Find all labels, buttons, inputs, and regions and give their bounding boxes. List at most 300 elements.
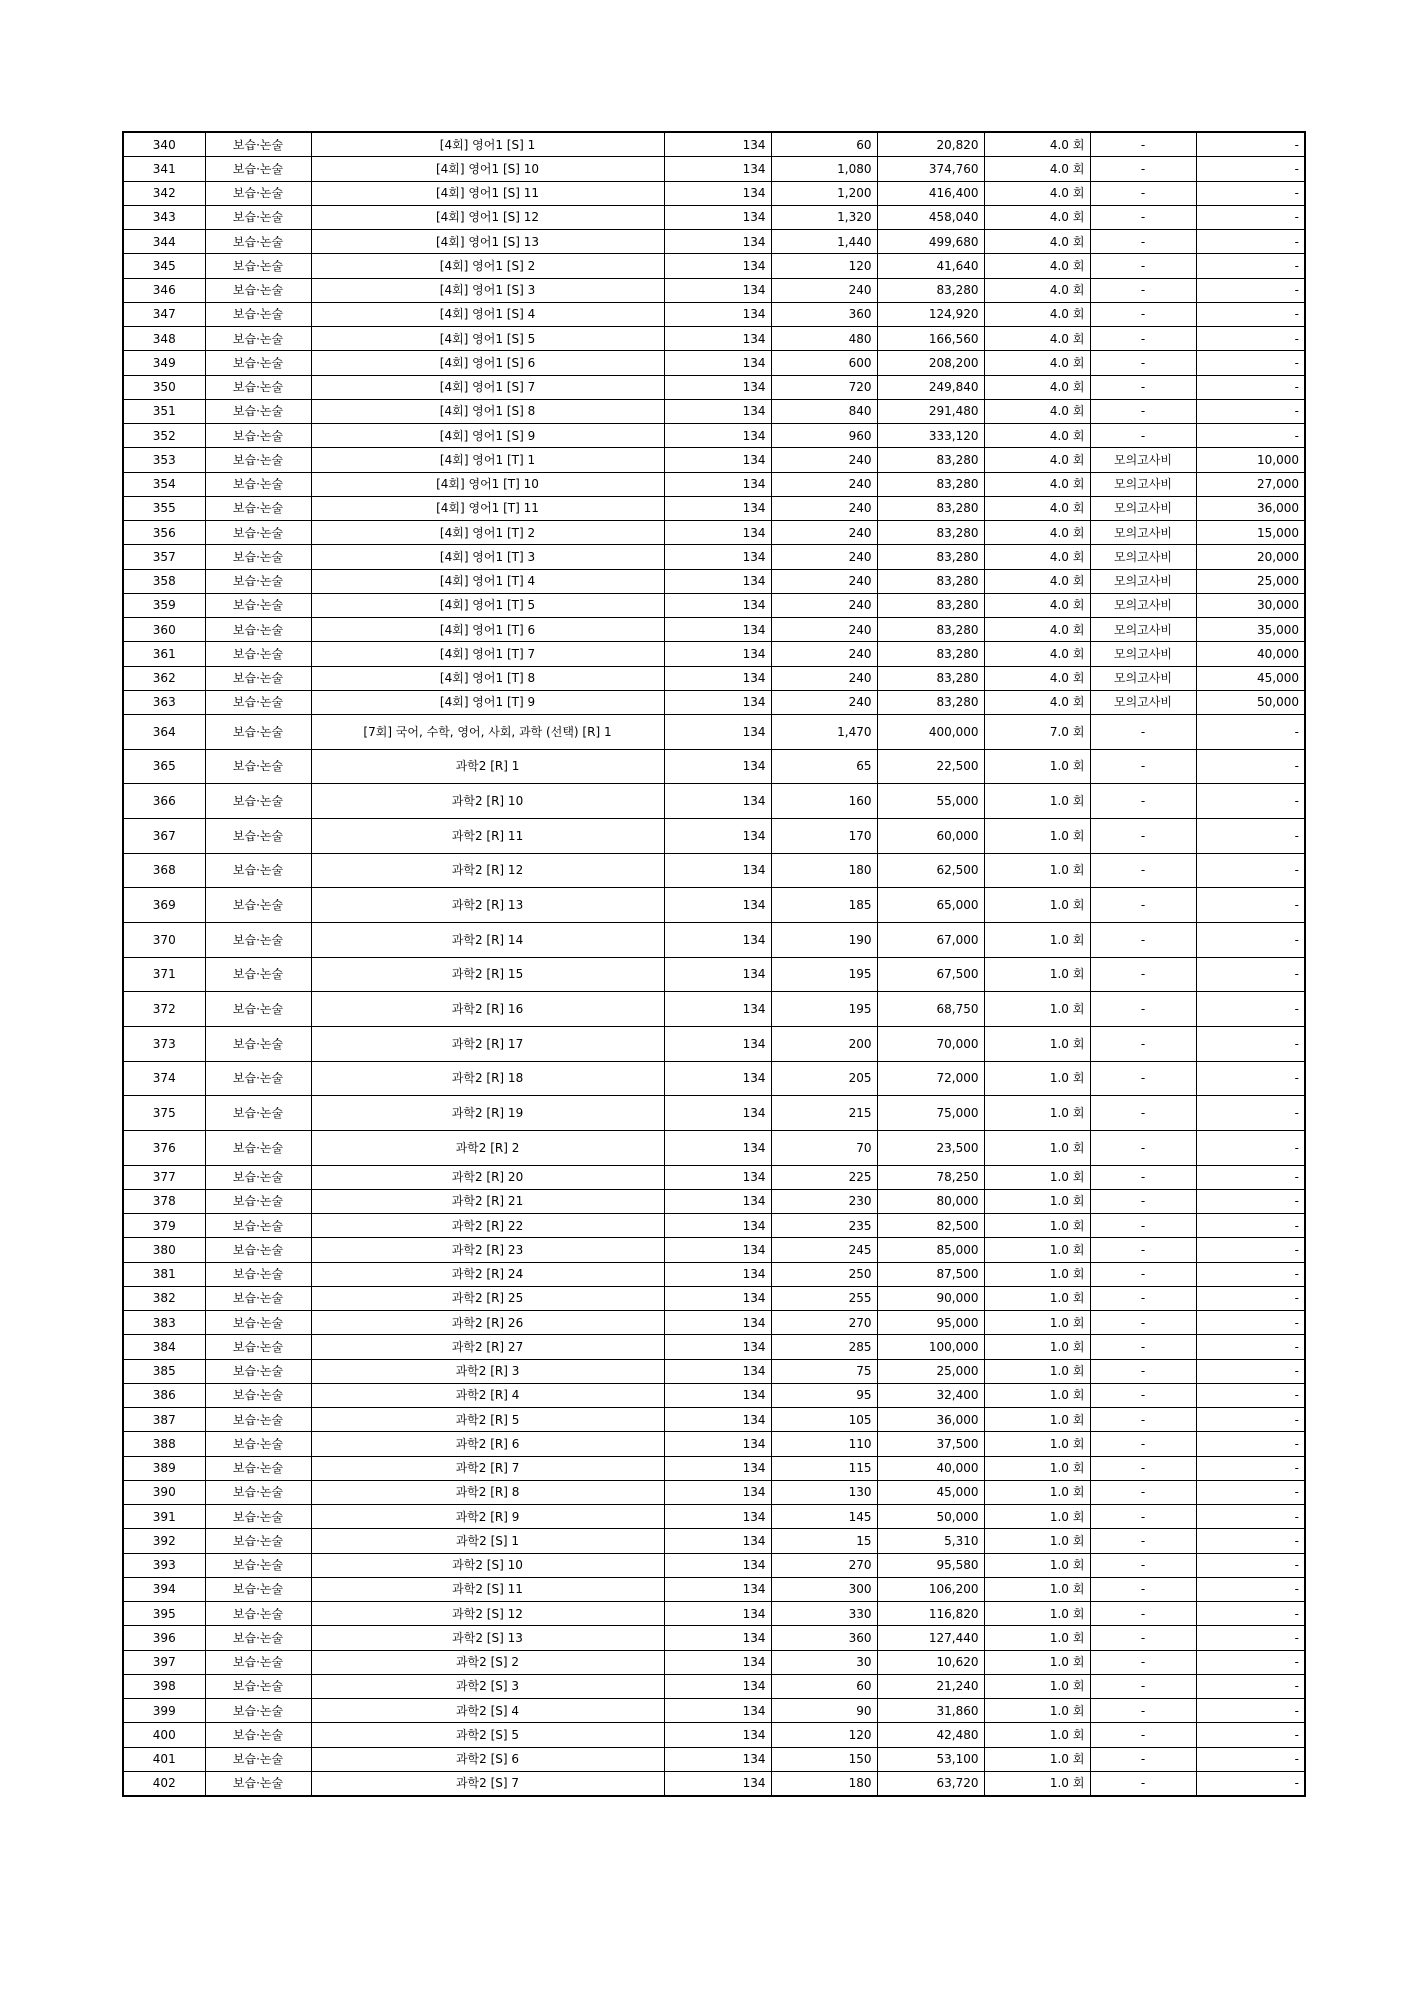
value-a-cell: 134 — [664, 1529, 771, 1553]
course-name-cell: 과학2 [S] 5 — [311, 1723, 664, 1747]
course-name-cell: 과학2 [S] 6 — [311, 1747, 664, 1771]
extra-fee-cell: - — [1196, 818, 1305, 853]
value-a-cell: 134 — [664, 957, 771, 992]
row-number-cell: 359 — [123, 593, 205, 617]
course-name-cell: [4회] 영어1 [S] 8 — [311, 399, 664, 423]
extra-fee-type-cell: - — [1090, 1214, 1196, 1238]
category-cell: 보습·논술 — [205, 957, 311, 992]
count-value: 4.0 — [1049, 695, 1069, 710]
course-name-cell: 과학2 [S] 3 — [311, 1674, 664, 1698]
count-cell — [984, 922, 1090, 957]
table-row — [123, 1626, 1305, 1650]
value-b-cell: 240 — [771, 690, 877, 714]
amount-cell: 25,000 — [877, 1359, 984, 1383]
count-cell — [984, 1383, 1090, 1407]
count-unit: 회 — [1072, 501, 1085, 516]
value-a-cell: 134 — [664, 1238, 771, 1262]
value-a-cell: 134 — [664, 749, 771, 784]
extra-fee-cell: - — [1196, 230, 1305, 254]
category-cell: 보습·논술 — [205, 715, 311, 750]
extra-fee-cell: 36,000 — [1196, 496, 1305, 520]
category-cell: 보습·논술 — [205, 666, 311, 690]
count-value: 4.0 — [1049, 137, 1069, 152]
table-row — [123, 818, 1305, 853]
value-b-cell: 110 — [771, 1432, 877, 1456]
count-unit: 회 — [1072, 452, 1085, 467]
course-name-cell: [4회] 영어1 [S] 7 — [311, 375, 664, 399]
row-number-cell: 347 — [123, 302, 205, 326]
extra-fee-cell: 30,000 — [1196, 593, 1305, 617]
amount-cell: 90,000 — [877, 1286, 984, 1310]
table-row — [123, 715, 1305, 750]
value-b-cell: 1,200 — [771, 181, 877, 205]
amount-cell: 53,100 — [877, 1747, 984, 1771]
course-name-cell: 과학2 [R] 16 — [311, 992, 664, 1027]
value-b-cell: 95 — [771, 1383, 877, 1407]
table-row — [123, 1359, 1305, 1383]
count-cell — [984, 1650, 1090, 1674]
value-b-cell: 60 — [771, 1674, 877, 1698]
category-cell: 보습·논술 — [205, 1026, 311, 1061]
row-number-cell: 395 — [123, 1602, 205, 1626]
count-unit: 회 — [1072, 1485, 1085, 1500]
count-unit: 회 — [1072, 695, 1085, 710]
count-unit: 회 — [1072, 1267, 1085, 1282]
category-cell: 보습·논술 — [205, 1238, 311, 1262]
count-unit: 회 — [1072, 525, 1085, 540]
count-value: 1.0 — [1049, 1436, 1069, 1451]
extra-fee-cell: 45,000 — [1196, 666, 1305, 690]
row-number-cell: 345 — [123, 254, 205, 278]
category-cell: 보습·논술 — [205, 922, 311, 957]
row-number-cell: 340 — [123, 132, 205, 157]
value-a-cell: 134 — [664, 1432, 771, 1456]
value-a-cell: 134 — [664, 1408, 771, 1432]
amount-cell: 67,000 — [877, 922, 984, 957]
row-number-cell: 364 — [123, 715, 205, 750]
extra-fee-type-cell: - — [1090, 302, 1196, 326]
extra-fee-type-cell: - — [1090, 1383, 1196, 1407]
table-row — [123, 399, 1305, 423]
extra-fee-type-cell: - — [1090, 1026, 1196, 1061]
course-name-cell: 과학2 [S] 11 — [311, 1577, 664, 1601]
category-cell: 보습·논술 — [205, 545, 311, 569]
table-row — [123, 569, 1305, 593]
count-unit: 회 — [1072, 477, 1085, 492]
category-cell: 보습·논술 — [205, 1061, 311, 1096]
count-cell — [984, 1335, 1090, 1359]
extra-fee-cell: - — [1196, 1577, 1305, 1601]
amount-cell: 68,750 — [877, 992, 984, 1027]
count-unit: 회 — [1072, 234, 1085, 249]
count-cell — [984, 1408, 1090, 1432]
count-cell — [984, 1747, 1090, 1771]
extra-fee-type-cell: - — [1090, 327, 1196, 351]
count-value: 4.0 — [1049, 671, 1069, 686]
value-a-cell: 134 — [664, 230, 771, 254]
extra-fee-type-cell: - — [1090, 1286, 1196, 1310]
value-b-cell: 270 — [771, 1311, 877, 1335]
course-name-cell: 과학2 [R] 5 — [311, 1408, 664, 1432]
count-cell — [984, 992, 1090, 1027]
extra-fee-type-cell: - — [1090, 1096, 1196, 1131]
table-row — [123, 132, 1305, 157]
value-a-cell: 134 — [664, 1165, 771, 1189]
count-unit: 회 — [1072, 724, 1085, 739]
count-cell — [984, 351, 1090, 375]
course-name-cell: 과학2 [S] 1 — [311, 1529, 664, 1553]
amount-cell: 249,840 — [877, 375, 984, 399]
course-name-cell: [4회] 영어1 [T] 6 — [311, 618, 664, 642]
count-value: 1.0 — [1049, 1606, 1069, 1621]
value-b-cell: 240 — [771, 448, 877, 472]
value-a-cell: 134 — [664, 1771, 771, 1796]
value-a-cell: 134 — [664, 399, 771, 423]
extra-fee-cell: - — [1196, 715, 1305, 750]
count-value: 4.0 — [1049, 452, 1069, 467]
value-b-cell: 75 — [771, 1359, 877, 1383]
course-name-cell: 과학2 [R] 2 — [311, 1130, 664, 1165]
category-cell: 보습·논술 — [205, 1505, 311, 1529]
course-name-cell: 과학2 [R] 24 — [311, 1262, 664, 1286]
row-number-cell: 372 — [123, 992, 205, 1027]
table-row — [123, 1311, 1305, 1335]
value-a-cell: 134 — [664, 424, 771, 448]
course-name-cell: [4회] 영어1 [T] 4 — [311, 569, 664, 593]
amount-cell: 100,000 — [877, 1335, 984, 1359]
count-cell — [984, 1577, 1090, 1601]
count-cell — [984, 1359, 1090, 1383]
course-name-cell: 과학2 [R] 4 — [311, 1383, 664, 1407]
course-name-cell: 과학2 [R] 22 — [311, 1214, 664, 1238]
amount-cell: 83,280 — [877, 690, 984, 714]
value-b-cell: 30 — [771, 1650, 877, 1674]
course-name-cell: [4회] 영어1 [T] 9 — [311, 690, 664, 714]
course-name-cell: 과학2 [R] 1 — [311, 749, 664, 784]
category-cell: 보습·논술 — [205, 1335, 311, 1359]
value-a-cell: 134 — [664, 853, 771, 888]
category-cell: 보습·논술 — [205, 448, 311, 472]
count-unit: 회 — [1072, 1461, 1085, 1476]
value-a-cell: 134 — [664, 1626, 771, 1650]
value-b-cell: 270 — [771, 1553, 877, 1577]
count-unit: 회 — [1072, 404, 1085, 419]
amount-cell: 83,280 — [877, 642, 984, 666]
table-row — [123, 1747, 1305, 1771]
value-a-cell: 134 — [664, 1480, 771, 1504]
extra-fee-type-cell: - — [1090, 1480, 1196, 1504]
value-a-cell: 134 — [664, 351, 771, 375]
extra-fee-cell: - — [1196, 1602, 1305, 1626]
table-row — [123, 472, 1305, 496]
amount-cell: 333,120 — [877, 424, 984, 448]
extra-fee-cell: - — [1196, 205, 1305, 229]
extra-fee-type-cell: - — [1090, 1189, 1196, 1213]
value-a-cell: 134 — [664, 666, 771, 690]
category-cell: 보습·논술 — [205, 1096, 311, 1131]
count-cell — [984, 1286, 1090, 1310]
row-number-cell: 402 — [123, 1771, 205, 1796]
table-row — [123, 642, 1305, 666]
amount-cell: 85,000 — [877, 1238, 984, 1262]
extra-fee-type-cell: - — [1090, 1626, 1196, 1650]
extra-fee-cell: - — [1196, 1553, 1305, 1577]
course-name-cell: [4회] 영어1 [T] 3 — [311, 545, 664, 569]
extra-fee-cell: - — [1196, 784, 1305, 819]
extra-fee-cell: - — [1196, 1747, 1305, 1771]
amount-cell: 400,000 — [877, 715, 984, 750]
category-cell: 보습·논술 — [205, 1650, 311, 1674]
count-unit: 회 — [1072, 1776, 1085, 1791]
count-cell — [984, 254, 1090, 278]
value-b-cell: 120 — [771, 1723, 877, 1747]
course-name-cell: 과학2 [R] 9 — [311, 1505, 664, 1529]
course-name-cell: 과학2 [S] 13 — [311, 1626, 664, 1650]
value-b-cell: 200 — [771, 1026, 877, 1061]
row-number-cell: 351 — [123, 399, 205, 423]
value-a-cell: 134 — [664, 375, 771, 399]
count-cell — [984, 1311, 1090, 1335]
count-cell — [984, 230, 1090, 254]
extra-fee-type-cell: - — [1090, 205, 1196, 229]
count-unit: 회 — [1072, 1703, 1085, 1718]
extra-fee-cell: - — [1196, 1335, 1305, 1359]
row-number-cell: 343 — [123, 205, 205, 229]
count-value: 1.0 — [1049, 828, 1069, 843]
count-cell — [984, 1026, 1090, 1061]
count-cell — [984, 448, 1090, 472]
count-value: 1.0 — [1049, 1630, 1069, 1645]
category-cell: 보습·논술 — [205, 521, 311, 545]
row-number-cell: 360 — [123, 618, 205, 642]
count-cell — [984, 715, 1090, 750]
row-number-cell: 341 — [123, 157, 205, 181]
count-cell — [984, 642, 1090, 666]
row-number-cell: 353 — [123, 448, 205, 472]
row-number-cell: 342 — [123, 181, 205, 205]
category-cell: 보습·논술 — [205, 690, 311, 714]
count-cell — [984, 818, 1090, 853]
value-b-cell: 600 — [771, 351, 877, 375]
extra-fee-cell: 40,000 — [1196, 642, 1305, 666]
count-value: 1.0 — [1049, 1315, 1069, 1330]
extra-fee-cell: - — [1196, 1130, 1305, 1165]
category-cell: 보습·논술 — [205, 1408, 311, 1432]
table-row — [123, 1699, 1305, 1723]
course-name-cell: [4회] 영어1 [T] 7 — [311, 642, 664, 666]
value-a-cell: 134 — [664, 1747, 771, 1771]
count-value: 1.0 — [1049, 1776, 1069, 1791]
row-number-cell: 394 — [123, 1577, 205, 1601]
amount-cell: 83,280 — [877, 496, 984, 520]
value-a-cell: 134 — [664, 1674, 771, 1698]
category-cell: 보습·논술 — [205, 593, 311, 617]
course-name-cell: [4회] 영어1 [S] 10 — [311, 157, 664, 181]
value-b-cell: 245 — [771, 1238, 877, 1262]
amount-cell: 22,500 — [877, 749, 984, 784]
category-cell: 보습·논술 — [205, 1165, 311, 1189]
value-b-cell: 60 — [771, 132, 877, 157]
category-cell: 보습·논술 — [205, 1577, 311, 1601]
value-a-cell: 134 — [664, 784, 771, 819]
count-value: 1.0 — [1049, 1170, 1069, 1185]
count-value: 1.0 — [1049, 967, 1069, 982]
count-value: 1.0 — [1049, 1002, 1069, 1017]
table-row — [123, 1723, 1305, 1747]
count-unit: 회 — [1072, 1218, 1085, 1233]
category-cell: 보습·논술 — [205, 1432, 311, 1456]
count-value: 1.0 — [1049, 1291, 1069, 1306]
row-number-cell: 379 — [123, 1214, 205, 1238]
table-row — [123, 1674, 1305, 1698]
count-cell — [984, 302, 1090, 326]
value-b-cell: 185 — [771, 888, 877, 923]
count-value: 1.0 — [1049, 1267, 1069, 1282]
count-unit: 회 — [1072, 1106, 1085, 1121]
count-unit: 회 — [1072, 1364, 1085, 1379]
category-cell: 보습·논술 — [205, 472, 311, 496]
value-a-cell: 134 — [664, 254, 771, 278]
count-value: 1.0 — [1049, 898, 1069, 913]
extra-fee-type-cell: - — [1090, 1262, 1196, 1286]
count-cell — [984, 1723, 1090, 1747]
category-cell: 보습·논술 — [205, 992, 311, 1027]
count-cell — [984, 1432, 1090, 1456]
table-row — [123, 1096, 1305, 1131]
row-number-cell: 382 — [123, 1286, 205, 1310]
category-cell: 보습·논술 — [205, 1723, 311, 1747]
course-name-cell: [4회] 영어1 [T] 11 — [311, 496, 664, 520]
extra-fee-type-cell: - — [1090, 351, 1196, 375]
table-row — [123, 749, 1305, 784]
count-unit: 회 — [1072, 307, 1085, 322]
count-value: 1.0 — [1049, 1655, 1069, 1670]
count-unit: 회 — [1072, 598, 1085, 613]
count-cell — [984, 618, 1090, 642]
course-name-cell: [4회] 영어1 [S] 5 — [311, 327, 664, 351]
count-cell — [984, 205, 1090, 229]
value-a-cell: 134 — [664, 1189, 771, 1213]
count-value: 4.0 — [1049, 380, 1069, 395]
extra-fee-cell: - — [1196, 254, 1305, 278]
extra-fee-cell: - — [1196, 132, 1305, 157]
amount-cell: 55,000 — [877, 784, 984, 819]
value-b-cell: 195 — [771, 957, 877, 992]
count-value: 7.0 — [1049, 724, 1069, 739]
category-cell: 보습·논술 — [205, 1553, 311, 1577]
extra-fee-type-cell: - — [1090, 375, 1196, 399]
count-unit: 회 — [1072, 1315, 1085, 1330]
count-value: 4.0 — [1049, 404, 1069, 419]
row-number-cell: 361 — [123, 642, 205, 666]
course-name-cell: 과학2 [R] 20 — [311, 1165, 664, 1189]
value-b-cell: 240 — [771, 666, 877, 690]
extra-fee-cell: - — [1196, 1771, 1305, 1796]
course-name-cell: 과학2 [R] 13 — [311, 888, 664, 923]
course-name-cell: 과학2 [S] 4 — [311, 1699, 664, 1723]
extra-fee-cell: - — [1196, 1311, 1305, 1335]
extra-fee-cell: - — [1196, 1505, 1305, 1529]
extra-fee-cell: - — [1196, 1238, 1305, 1262]
amount-cell: 31,860 — [877, 1699, 984, 1723]
extra-fee-type-cell: - — [1090, 1061, 1196, 1096]
count-cell — [984, 521, 1090, 545]
category-cell: 보습·논술 — [205, 205, 311, 229]
row-number-cell: 396 — [123, 1626, 205, 1650]
value-a-cell: 134 — [664, 1026, 771, 1061]
course-name-cell: [4회] 영어1 [S] 2 — [311, 254, 664, 278]
count-value: 4.0 — [1049, 574, 1069, 589]
table-row — [123, 666, 1305, 690]
course-name-cell: 과학2 [R] 23 — [311, 1238, 664, 1262]
value-b-cell: 180 — [771, 853, 877, 888]
extra-fee-type-cell: 모의고사비 — [1090, 593, 1196, 617]
row-number-cell: 381 — [123, 1262, 205, 1286]
extra-fee-cell: - — [1196, 424, 1305, 448]
amount-cell: 127,440 — [877, 1626, 984, 1650]
amount-cell: 60,000 — [877, 818, 984, 853]
amount-cell: 50,000 — [877, 1505, 984, 1529]
extra-fee-cell: - — [1196, 992, 1305, 1027]
category-cell: 보습·논술 — [205, 1359, 311, 1383]
value-a-cell: 134 — [664, 1723, 771, 1747]
count-cell — [984, 1771, 1090, 1796]
extra-fee-type-cell: - — [1090, 853, 1196, 888]
count-unit: 회 — [1072, 1679, 1085, 1694]
amount-cell: 83,280 — [877, 545, 984, 569]
count-cell — [984, 375, 1090, 399]
value-a-cell: 134 — [664, 1456, 771, 1480]
value-a-cell: 134 — [664, 1214, 771, 1238]
row-number-cell: 354 — [123, 472, 205, 496]
category-cell: 보습·논술 — [205, 1529, 311, 1553]
value-b-cell: 120 — [771, 254, 877, 278]
value-b-cell: 15 — [771, 1529, 877, 1553]
table-row — [123, 1061, 1305, 1096]
extra-fee-type-cell: - — [1090, 992, 1196, 1027]
extra-fee-cell: - — [1196, 888, 1305, 923]
extra-fee-type-cell: - — [1090, 1723, 1196, 1747]
value-a-cell: 134 — [664, 1061, 771, 1096]
row-number-cell: 399 — [123, 1699, 205, 1723]
value-a-cell: 134 — [664, 132, 771, 157]
value-b-cell: 65 — [771, 749, 877, 784]
table-row — [123, 957, 1305, 992]
count-value: 1.0 — [1049, 1364, 1069, 1379]
extra-fee-cell: - — [1196, 1650, 1305, 1674]
count-cell — [984, 1262, 1090, 1286]
amount-cell: 78,250 — [877, 1165, 984, 1189]
extra-fee-cell: - — [1196, 302, 1305, 326]
table-row — [123, 1650, 1305, 1674]
extra-fee-cell: - — [1196, 278, 1305, 302]
value-b-cell: 720 — [771, 375, 877, 399]
count-cell — [984, 957, 1090, 992]
count-unit: 회 — [1072, 283, 1085, 298]
course-name-cell: [4회] 영어1 [S] 9 — [311, 424, 664, 448]
amount-cell: 10,620 — [877, 1650, 984, 1674]
extra-fee-type-cell: 모의고사비 — [1090, 642, 1196, 666]
extra-fee-type-cell: - — [1090, 922, 1196, 957]
category-cell: 보습·논술 — [205, 1747, 311, 1771]
extra-fee-type-cell: - — [1090, 424, 1196, 448]
category-cell: 보습·논술 — [205, 818, 311, 853]
course-name-cell: [4회] 영어1 [S] 6 — [311, 351, 664, 375]
row-number-cell: 388 — [123, 1432, 205, 1456]
count-cell — [984, 569, 1090, 593]
value-b-cell: 160 — [771, 784, 877, 819]
extra-fee-cell: - — [1196, 375, 1305, 399]
